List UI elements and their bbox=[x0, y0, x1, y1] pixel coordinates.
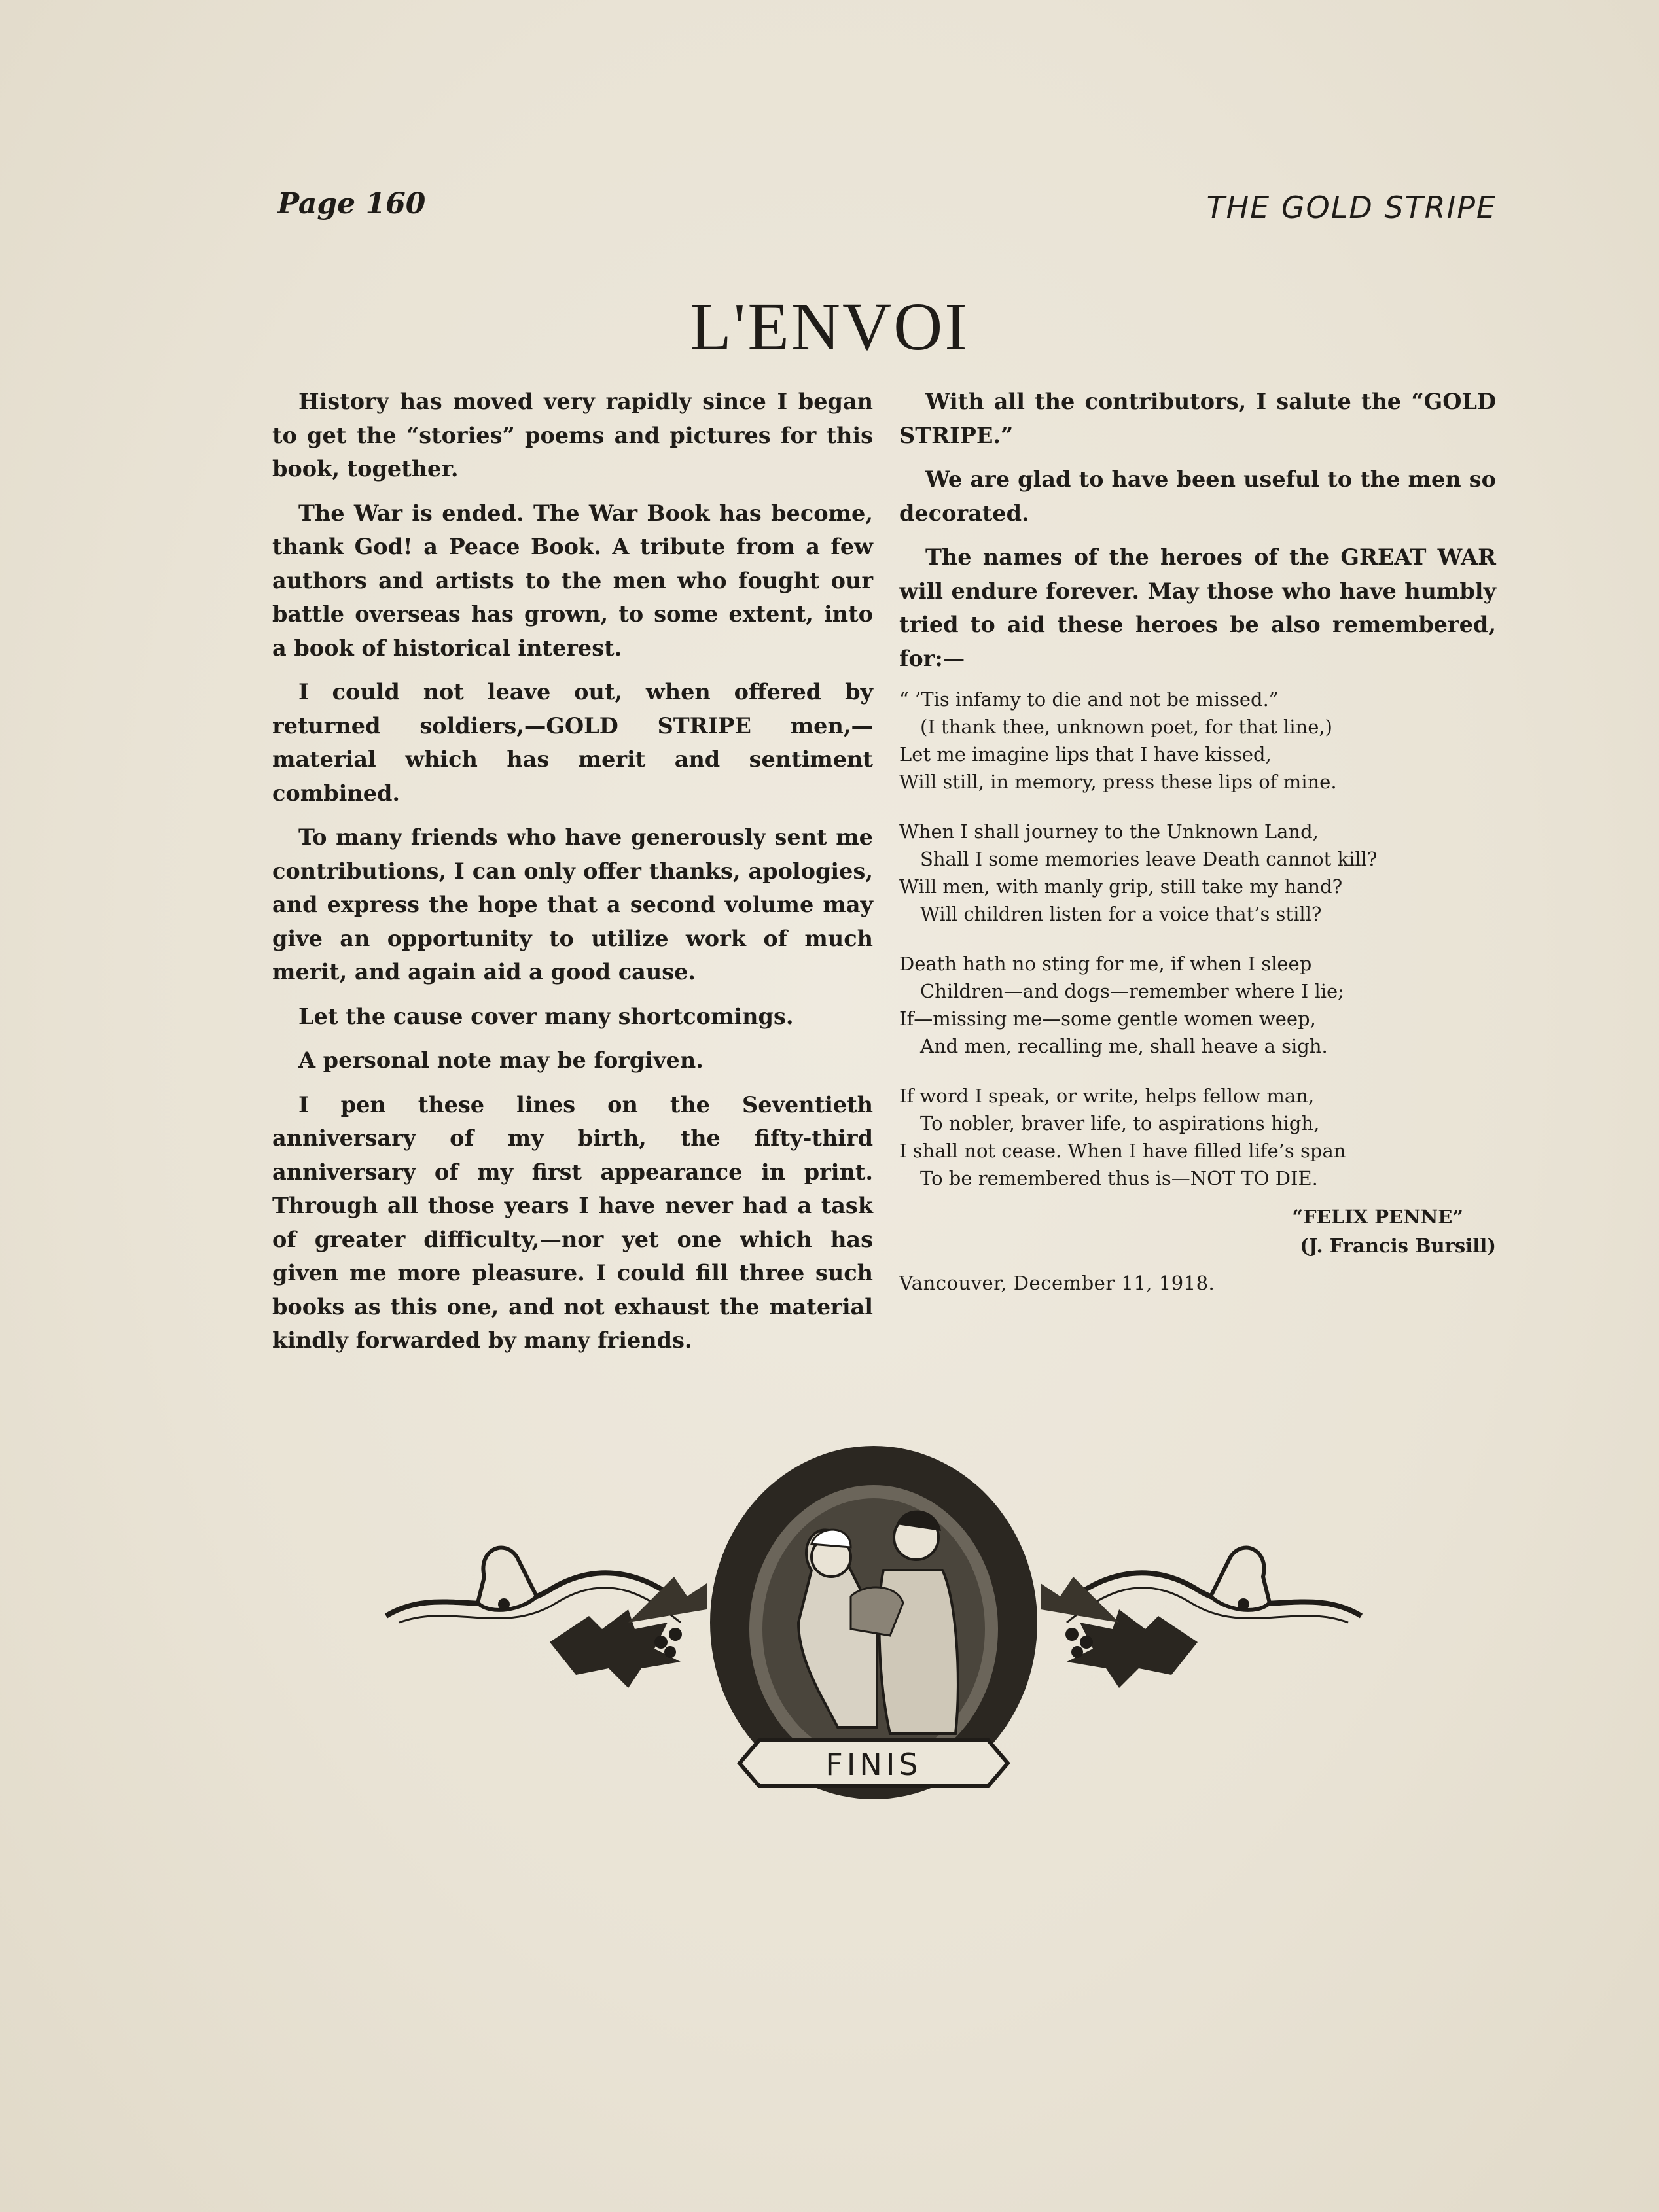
paragraph: The War is ended. The War Book has become, thank God! a Peace Book. A tribute from a few authors and artists to the men who fought our battle overseas has grown, to some extent, into a book of historical interest. bbox=[272, 500, 873, 661]
paragraph: Let the cause cover many shortcomings. bbox=[298, 1003, 794, 1029]
poem-line: To be remembered thus is—NOT TO DIE. bbox=[920, 1167, 1318, 1189]
poem-line: (I thank thee, unknown poet, for that line,) bbox=[920, 716, 1332, 738]
right-column bbox=[899, 385, 1496, 1301]
paragraph: To many friends who have generously sent me contributions, I can only offer thanks, apologies, and express the hope that a second volume may give an opportunity to utilize work of much merit, and again aid a good cause. bbox=[272, 824, 873, 985]
page-title: L'ENVOI bbox=[690, 289, 969, 364]
paragraph: We are glad to have been useful to the men so decorated. bbox=[899, 466, 1496, 526]
finis-ornament-icon bbox=[380, 1426, 1368, 1806]
poem-line: Will children listen for a voice that’s still? bbox=[920, 903, 1322, 925]
poem-stanza bbox=[899, 686, 1496, 796]
signature-pen-name: “FELIX PENNE” bbox=[1292, 1206, 1463, 1228]
left-column bbox=[272, 385, 873, 1368]
poem bbox=[899, 686, 1496, 1192]
paragraph: The names of the heroes of the GREAT WAR will endure forever. May those who have humbly tried to aid these heroes be also remembered, for:— bbox=[899, 544, 1496, 671]
signature bbox=[899, 1203, 1496, 1260]
paragraph: History has moved very rapidly since I began to get the “stories” poems and pictures for this book, together. bbox=[272, 389, 873, 482]
poem-line: Children—and dogs—remember where I lie; bbox=[920, 980, 1344, 1002]
paragraph: A personal note may be forgiven. bbox=[298, 1047, 704, 1073]
poem-stanza bbox=[899, 950, 1496, 1060]
poem-line: I shall not cease. When I have filled life’s span bbox=[899, 1140, 1346, 1162]
poem-line: Death hath no sting for me, if when I sleep bbox=[899, 953, 1312, 975]
finis-banner-text: FINIS bbox=[825, 1747, 922, 1782]
paragraph: I could not leave out, when offered by returned soldiers,—GOLD STRIPE men,— material which has merit and sentiment combined. bbox=[272, 679, 873, 806]
poem-line: “ ’Tis infamy to die and not be missed.” bbox=[899, 688, 1279, 711]
paragraph: I pen these lines on the Seventieth anniversary of my birth, the fifty-third anniversary of my first appearance in print. Through all those years I have never had a task of greater difficulty,—nor yet one which has given me more pleasure. I could fill three such books as this one, and not exhaust the material kindly forwarded by many friends. bbox=[272, 1091, 873, 1353]
poem-line: To nobler, braver life, to aspirations high, bbox=[920, 1112, 1320, 1134]
poem-line: Shall I some memories leave Death cannot kill? bbox=[920, 848, 1378, 870]
poem-line: And men, recalling me, shall heave a sigh. bbox=[920, 1035, 1328, 1057]
poem-line: Let me imagine lips that I have kissed, bbox=[899, 743, 1272, 765]
poem-line: If word I speak, or write, helps fellow man, bbox=[899, 1085, 1315, 1107]
poem-stanza bbox=[899, 1082, 1496, 1192]
running-title: THE GOLD STRIPE bbox=[1206, 190, 1497, 225]
poem-line: Will men, with manly grip, still take my hand? bbox=[899, 875, 1343, 898]
paragraph: With all the contributors, I salute the “GOLD STRIPE.” bbox=[899, 389, 1496, 448]
signature-real-name: (J. Francis Bursill) bbox=[1300, 1235, 1496, 1257]
page-number: Page 160 bbox=[277, 187, 426, 220]
poem-stanza bbox=[899, 818, 1496, 928]
poem-line: When I shall journey to the Unknown Land, bbox=[899, 820, 1319, 843]
poem-line: Will still, in memory, press these lips of mine. bbox=[899, 771, 1337, 793]
dateline: Vancouver, December 11, 1918. bbox=[899, 1272, 1215, 1294]
poem-line: If—missing me—some gentle women weep, bbox=[899, 1008, 1316, 1030]
